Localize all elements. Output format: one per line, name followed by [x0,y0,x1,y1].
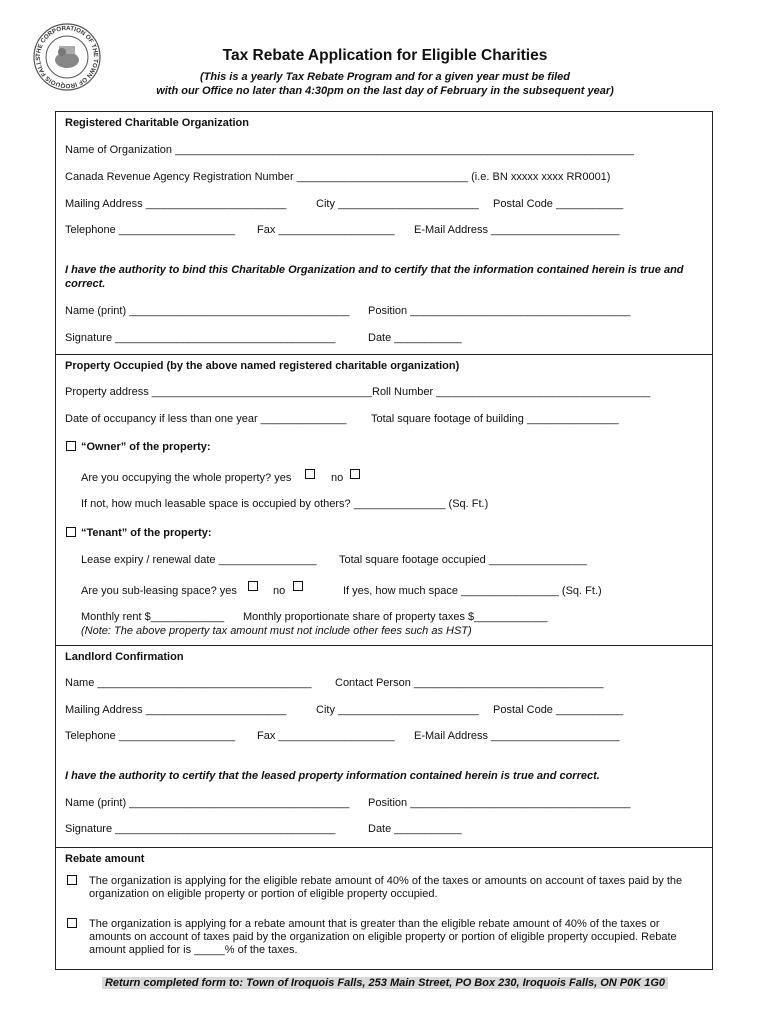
org-fax-field[interactable]: Fax ___________________ [257,224,395,236]
sublease-space-field[interactable]: If yes, how much space ________________ (Sq. Ft.) [343,585,602,597]
tenant-checkbox[interactable] [66,527,76,537]
landlord-position-field[interactable]: Position ____________________________________ [368,797,631,809]
landlord-email-field[interactable]: E-Mail Address _____________________ [414,730,620,742]
total-sqft-occupied-field[interactable]: Total square footage occupied ________________ [339,554,587,566]
landlord-city-field[interactable]: City _______________________ [316,704,479,716]
rebate-greater-amount-option: The organization is applying for a rebate amount that is greater than the eligible rebate amount of 40% of the taxes or amounts on account of taxes paid by the organization on eligible property or portion of eligible property occupied. Rebate amount applied for is _____% of the taxes. [89,918,677,956]
landlord-telephone-field[interactable]: Telephone ___________________ [65,730,236,742]
subleasing-question: Are you sub-leasing space? yes [81,585,237,597]
landlord-heading: Landlord Confirmation [65,651,184,663]
whole-property-no-checkbox[interactable] [350,469,360,479]
landlord-postal-code-field[interactable]: Postal Code ___________ [493,704,624,716]
organization-name-field[interactable]: Name of Organization ___________________________________________________________________________ [65,144,634,156]
rebate-heading: Rebate amount [65,853,145,865]
org-authority-statement-line-2: correct. [65,278,106,290]
lease-expiry-field[interactable]: Lease expiry / renewal date ________________ [81,554,317,566]
form-subtitle-line-1: (This is a yearly Tax Rebate Program and for a given year must be filed [199,71,571,83]
monthly-tax-share-field[interactable]: Monthly proportionate share of property taxes $____________ [243,611,548,623]
leasable-space-field[interactable]: If not, how much leasable space is occupied by others? _______________ (Sq. Ft.) [81,498,489,510]
svg-text:THE CORPORATION OF THE TOWN OF: THE CORPORATION OF THE TOWN OF IROQUOIS FALLS [34,24,100,90]
property-section [55,354,713,646]
landlord-name-print-field[interactable]: Name (print) ____________________________________ [65,797,350,809]
org-position-field[interactable]: Position ____________________________________ [368,305,631,317]
whole-property-no-label: no [331,472,344,484]
subleasing-yes-checkbox[interactable] [248,581,258,591]
property-heading: Property Occupied (by the above named registered charitable organization) [65,360,460,372]
building-total-sqft-field[interactable]: Total square footage of building _______________ [371,413,619,425]
org-mailing-address-field[interactable]: Mailing Address _______________________ [65,198,287,210]
org-city-field[interactable]: City _______________________ [316,198,479,210]
rebate-greater-amount-checkbox[interactable] [67,918,77,928]
monthly-rent-field[interactable]: Monthly rent $____________ [81,611,225,623]
landlord-authority-statement: I have the authority to certify that the leased property information contained herein is true and correct. [65,770,600,782]
return-address-footer [0,977,770,989]
org-name-print-field[interactable]: Name (print) ____________________________________ [65,305,350,317]
organization-section [55,111,713,355]
owner-label: “Owner” of the property: [81,441,211,453]
org-email-field[interactable]: E-Mail Address _____________________ [414,224,620,236]
landlord-date-field[interactable]: Date ___________ [368,823,462,835]
landlord-fax-field[interactable]: Fax ___________________ [257,730,395,742]
subleasing-no-checkbox[interactable] [293,581,303,591]
landlord-signature-field[interactable]: Signature ____________________________________ [65,823,336,835]
whole-property-question: Are you occupying the whole property? yes [81,472,292,484]
landlord-section [55,645,713,848]
tax-amount-note: (Note: The above property tax amount must not include other fees such as HST) [81,625,472,637]
landlord-contact-person-field[interactable]: Contact Person _______________________________ [335,677,604,689]
owner-checkbox[interactable] [66,441,76,451]
cra-registration-field[interactable]: Canada Revenue Agency Registration Number ____________________________ (i.e. BN xxxxx xxxx RR0001) [65,171,611,183]
tenant-label: “Tenant” of the property: [81,527,212,539]
occupancy-date-field[interactable]: Date of occupancy if less than one year ______________ [65,413,347,425]
roll-number-field[interactable]: Roll Number ___________________________________ [372,386,651,398]
rebate-section [55,847,713,970]
form-title: Tax Rebate Application for Eligible Charities [222,47,548,64]
subleasing-no-label: no [273,585,286,597]
landlord-name-field[interactable]: Name ___________________________________ [65,677,312,689]
whole-property-yes-checkbox[interactable] [305,469,315,479]
org-authority-statement-line-1: I have the authority to bind this Charitable Organization and to certify that the information contained herein is true and [65,264,684,276]
org-date-field[interactable]: Date ___________ [368,332,462,344]
rebate-40-percent-checkbox[interactable] [67,875,77,885]
org-telephone-field[interactable]: Telephone ___________________ [65,224,236,236]
return-address-text: Return completed form to: Town of Iroquois Falls, 253 Main Street, PO Box 230, Iroquois Falls, ON P0K 1G0 [102,977,668,989]
organization-heading: Registered Charitable Organization [65,117,249,129]
form-subtitle-line-2: with our Office no later than 4:30pm on the last day of February in the subsequent year) [156,85,614,97]
org-signature-field[interactable]: Signature ____________________________________ [65,332,336,344]
org-postal-code-field[interactable]: Postal Code ___________ [493,198,624,210]
rebate-40-percent-option: The organization is applying for the eligible rebate amount of 40% of the taxes or amounts on account of taxes paid by the organization on eligible property or portion of eligible property occupied. [89,875,683,900]
landlord-mailing-address-field[interactable]: Mailing Address _______________________ [65,704,287,716]
property-address-field[interactable]: Property address ____________________________________ [65,386,373,398]
